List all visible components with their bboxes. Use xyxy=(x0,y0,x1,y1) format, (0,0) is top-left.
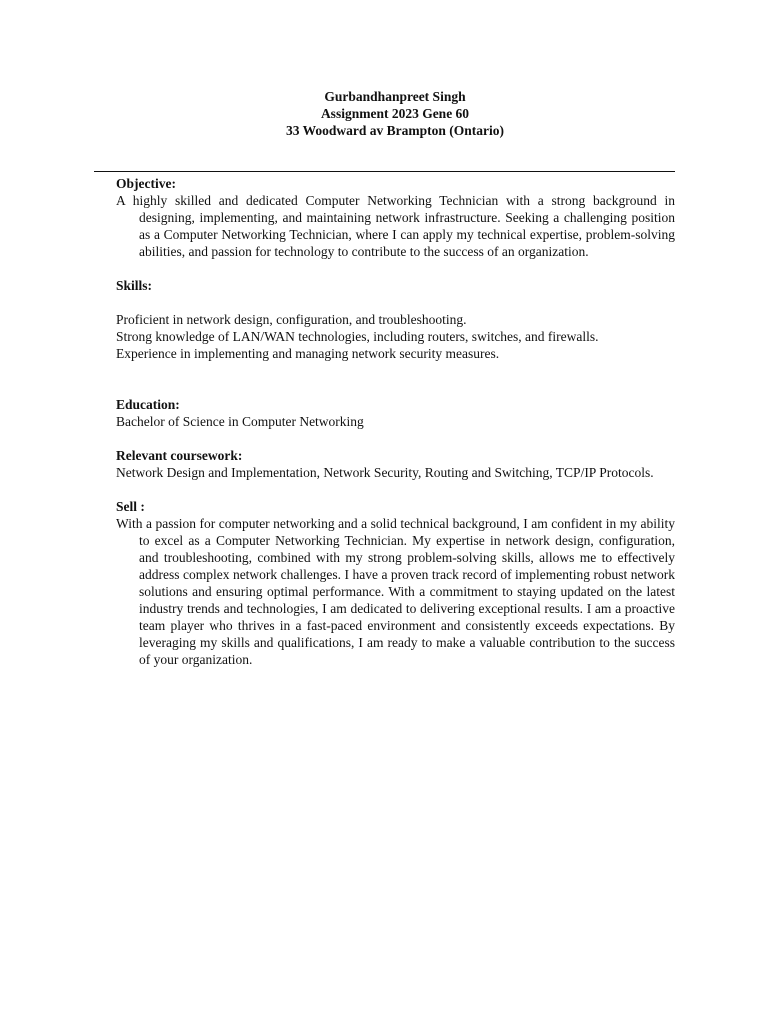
sell-text: With a passion for computer networking and a solid technical background, I am confident in my ability to excel as a Computer Networking Technician. My expertise in network design, configuration, and troubleshooting, combined with my strong problem-solving skills, allows me to effectively address complex network challenges. I have a proven track record of implementing robust network solutions and ensuring optimal performance. With a commitment to staying updated on the latest industry trends and technologies, I am dedicated to delivering exceptional results. I am a proactive team player who thrives in a fast-paced environment and consistently exceeds expectations. By leveraging my skills and qualifications, I am ready to make a valuable contribution to the success of your organization. xyxy=(116,516,675,667)
assignment-title: Assignment 2023 Gene 60 xyxy=(320,106,470,121)
education-heading: Education: xyxy=(116,397,180,412)
spacer xyxy=(116,294,675,311)
applicant-address: 33 Woodward av Brampton (Ontario) xyxy=(285,123,504,138)
skill-item: Experience in implementing and managing network security measures. xyxy=(116,346,500,361)
skills-heading: Skills: xyxy=(116,278,153,293)
spacer xyxy=(116,260,675,277)
sell-heading: Sell : xyxy=(116,499,145,514)
objective-heading: Objective: xyxy=(116,176,176,191)
coursework-text: Network Design and Implementation, Network Security, Routing and Switching, TCP/IP Protocols. xyxy=(116,465,654,480)
header-divider xyxy=(94,171,675,172)
education-degree: Bachelor of Science in Computer Networking xyxy=(116,414,364,429)
skill-item: Strong knowledge of LAN/WAN technologies, including routers, switches, and firewalls. xyxy=(116,329,599,344)
spacer xyxy=(116,430,675,447)
applicant-name: Gurbandhanpreet Singh xyxy=(324,89,466,104)
spacer xyxy=(116,481,675,498)
coursework-heading: Relevant coursework: xyxy=(116,448,243,463)
skill-item: Proficient in network design, configuration, and troubleshooting. xyxy=(116,312,467,327)
resume-body xyxy=(116,175,675,668)
resume-header xyxy=(0,88,768,139)
spacer xyxy=(116,362,675,396)
objective-text: A highly skilled and dedicated Computer Networking Technician with a strong background in designing, implementing, and maintaining network infrastructure. Seeking a challenging position as a Computer Networking Technician, where I can apply my technical expertise, problem-solving abilities, and passion for technology to contribute to the success of an organization. xyxy=(116,193,675,259)
